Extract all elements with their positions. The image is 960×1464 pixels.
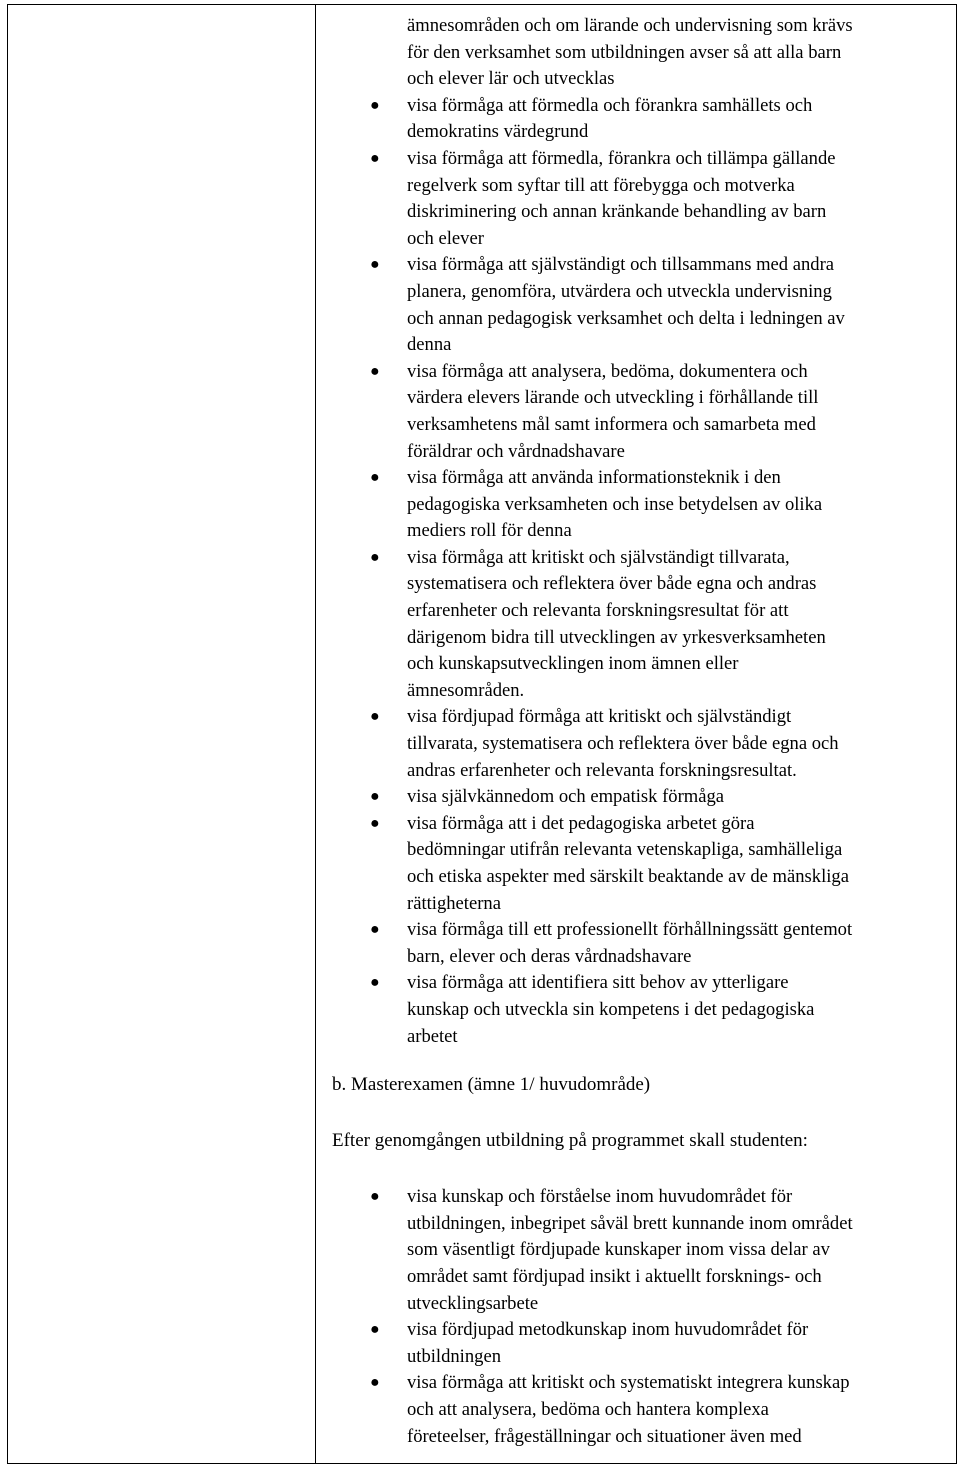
list-item xyxy=(332,359,957,465)
text-line: barn, elever och deras vårdnadshavare xyxy=(407,945,692,967)
bullet-icon: ● xyxy=(370,788,380,806)
text-line: och kunskapsutvecklingen inom ämnen eller xyxy=(407,653,739,675)
bullet-icon: ● xyxy=(370,1374,380,1392)
text-line: och annan pedagogisk verksamhet och delta i ledningen av xyxy=(407,307,845,329)
section-b-heading: b. Masterexamen (ämne 1/ huvudområde) xyxy=(332,1074,651,1096)
text-line: denna xyxy=(407,334,452,356)
text-line: visa förmåga att självständigt och tillsammans med andra xyxy=(407,254,835,276)
text-line: diskriminering och annan kränkande behandling av barn xyxy=(407,201,827,223)
text-line: därigenom bidra till utvecklingen av yrkesverksamheten xyxy=(407,626,826,648)
text-line: andras erfarenheter och relevanta forskningsresultat. xyxy=(407,759,797,781)
text-line: föräldrar och vårdnadshavare xyxy=(407,440,625,462)
text-line: visa kunskap och förståelse inom huvudområdet för xyxy=(407,1186,793,1208)
text-line: som väsentligt fördjupade kunskaper inom vissa delar av xyxy=(407,1239,830,1261)
bullet-icon: ● xyxy=(370,921,380,939)
text-line: visa förmåga att kritiskt och systematiskt integrera kunskap xyxy=(407,1372,850,1394)
list-item xyxy=(332,545,957,705)
bullet-icon: ● xyxy=(370,149,380,167)
lead-paragraph xyxy=(332,13,957,93)
text-line: visa förmåga att förmedla, förankra och tillämpa gällande xyxy=(407,147,836,169)
text-line: visa fördjupad förmåga att kritiskt och självständigt xyxy=(407,706,792,728)
bullet-icon: ● xyxy=(370,256,380,274)
text-line: arbetet xyxy=(407,1025,458,1047)
bullet-icon: ● xyxy=(370,974,380,992)
text-line: verksamhetens mål samt informera och samarbeta med xyxy=(407,413,816,435)
right-column xyxy=(332,13,957,1450)
text-line: visa förmåga till ett professionellt förhållningssätt gentemot xyxy=(407,919,853,941)
bullet-icon: ● xyxy=(370,708,380,726)
text-line: visa självkännedom och empatisk förmåga xyxy=(407,786,725,808)
outcome-list-2 xyxy=(332,1184,957,1450)
text-line: visa förmåga att kritiskt och självständigt tillvarata, xyxy=(407,546,790,568)
list-item xyxy=(332,252,957,358)
text-line: visa förmåga att i det pedagogiska arbetet göra xyxy=(407,812,755,834)
text-line: pedagogiska verksamheten och inse betydelsen av olika xyxy=(407,493,823,515)
list-item xyxy=(332,704,957,784)
text-line: planera, genomföra, utvärdera och utveckla undervisning xyxy=(407,280,832,302)
text-line: och att analysera, bedöma och hantera komplexa xyxy=(407,1398,769,1420)
text-line: visa förmåga att använda informationsteknik i den xyxy=(407,467,781,489)
list-item xyxy=(332,1184,957,1317)
text-line: utbildningen, inbegripet såväl brett kunnande inom området xyxy=(407,1212,853,1234)
list-item xyxy=(332,93,957,146)
bullet-icon: ● xyxy=(370,1321,380,1339)
list-item xyxy=(332,465,957,545)
text-line: mediers roll för denna xyxy=(407,520,572,542)
text-line: visa förmåga att förmedla och förankra samhällets och xyxy=(407,94,813,116)
text-line: utbildningen xyxy=(407,1345,501,1367)
text-line: visa förmåga att identifiera sitt behov av ytterligare xyxy=(407,972,789,994)
text-line: för den verksamhet som utbildningen avser så att alla barn xyxy=(407,41,842,63)
list-item xyxy=(332,811,957,917)
column-divider xyxy=(315,5,316,1463)
bullet-icon: ● xyxy=(370,548,380,566)
text-line: området samt fördjupad insikt i aktuellt forsknings- och xyxy=(407,1265,822,1287)
bullet-icon: ● xyxy=(370,96,380,114)
list-item xyxy=(332,784,957,811)
text-line: företeelser, frågeställningar och situationer även med xyxy=(407,1425,802,1447)
text-line: visa fördjupad metodkunskap inom huvudområdet för xyxy=(407,1319,809,1341)
text-line: bedömningar utifrån relevanta vetenskapliga, samhälleliga xyxy=(407,839,843,861)
bullet-icon: ● xyxy=(370,814,380,832)
text-line: erfarenheter och relevanta forskningsresultat för att xyxy=(407,600,789,622)
list-item xyxy=(332,970,957,1050)
text-line: utvecklingsarbete xyxy=(407,1292,539,1314)
text-line: kunskap och utveckla sin kompetens i det pedagogiska xyxy=(407,998,815,1020)
list-item xyxy=(332,1317,957,1370)
text-line: ämnesområden. xyxy=(407,679,525,701)
text-line: regelverk som syftar till att förebygga och motverka xyxy=(407,174,795,196)
text-line: visa förmåga att analysera, bedöma, dokumentera och xyxy=(407,360,808,382)
text-line: rättigheterna xyxy=(407,892,501,914)
list-item xyxy=(332,1370,957,1450)
text-line: systematisera och reflektera över både egna och andras xyxy=(407,573,817,595)
text-line: demokratins värdegrund xyxy=(407,121,589,143)
text-line: och elever xyxy=(407,227,484,249)
bullet-icon: ● xyxy=(370,362,380,380)
text-line: ämnesområden och om lärande och undervisning som krävs xyxy=(407,15,853,36)
text-line: tillvarata, systematisera och reflektera över både egna och xyxy=(407,733,839,755)
document-table xyxy=(7,4,957,1464)
bullet-icon: ● xyxy=(370,469,380,487)
outcome-list-1 xyxy=(332,93,957,1050)
bullet-icon: ● xyxy=(370,1188,380,1206)
list-item xyxy=(332,917,957,970)
text-line: och etiska aspekter med särskilt beaktande av de mänskliga xyxy=(407,866,849,887)
text-line: och elever lär och utvecklas xyxy=(407,68,615,90)
text-line: värdera elevers lärande och utveckling i förhållande till xyxy=(407,387,819,409)
section-b-intro: Efter genomgången utbildning på programmet skall studenten: xyxy=(332,1130,808,1152)
list-item xyxy=(332,146,957,252)
